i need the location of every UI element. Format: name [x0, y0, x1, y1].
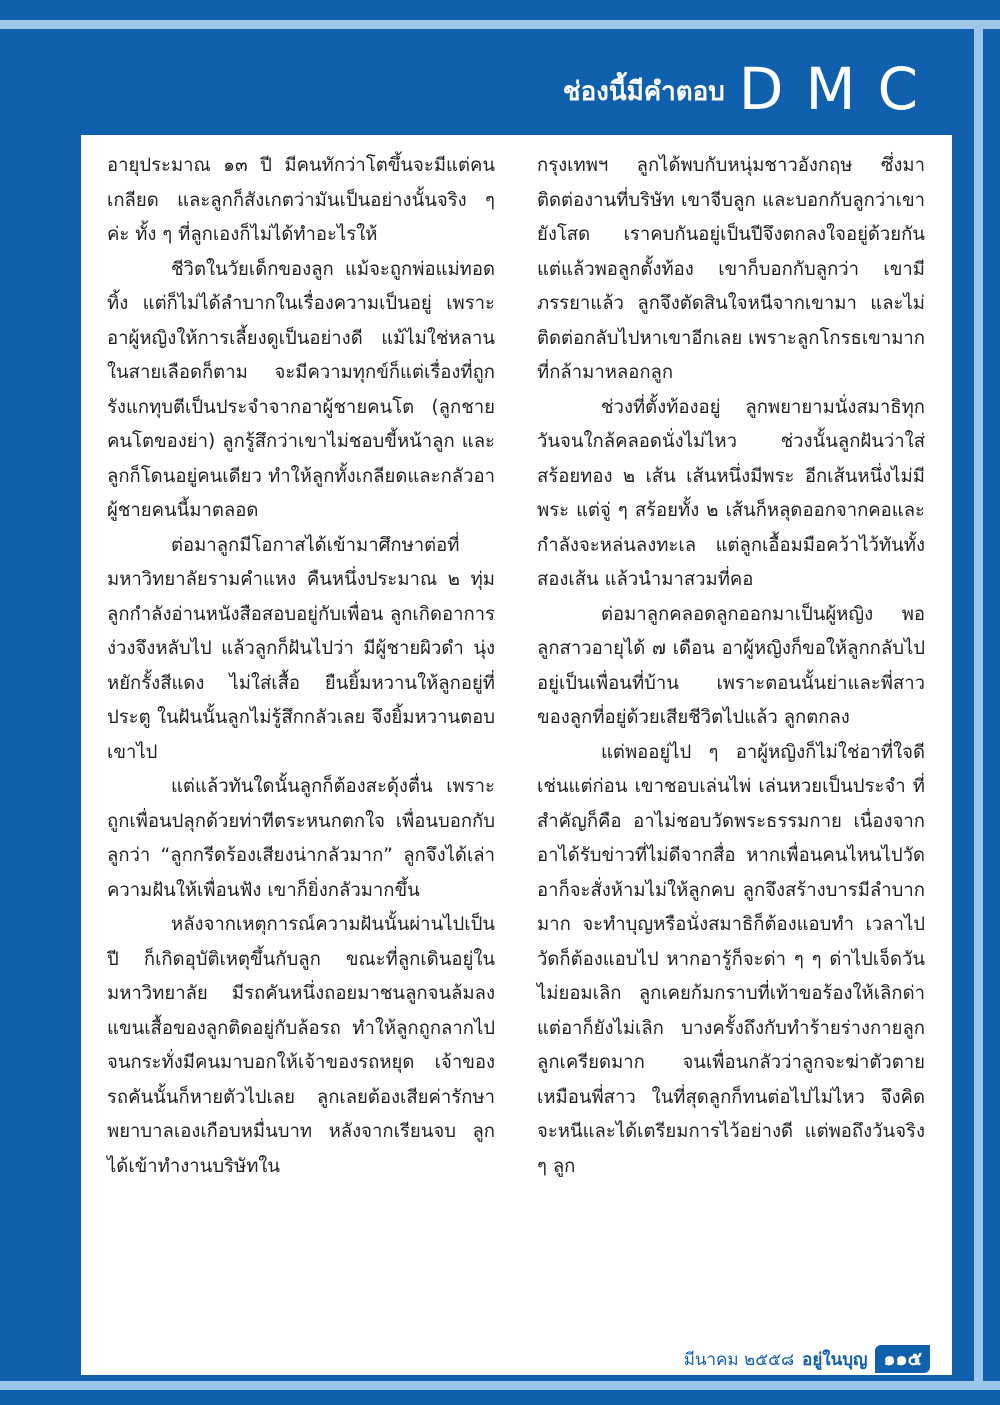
magazine-name: อยู่ในบุญ: [802, 1349, 868, 1370]
issue-date: มีนาคม ๒๕๕๘: [683, 1349, 795, 1370]
paragraph: หลังจากเหตุการณ์ความฝันนั้นผ่านไปเป็นปี ก็เกิดอุบัติเหตุขึ้นกับลูก ขณะที่ลูกเดินอยู่ในมหาวิทยาลัย มีรถคันหนึ่งถอยมาชนลูกจนล้มลง แขนเสื้อของลูกติดอยู่กับล้อรถ ทำให้ลูกถูกลากไปจนกระทั่งมีคนมาบอกให้เจ้าของรถหยุด เจ้าของรถคันนั้นก็หายตัวไปเลย ลูกเลยต้องเสียค่ารักษาพยาบาลเองเกือบหมื่นบาท หลังจากเรียนจบ ลูกได้เข้าทำงานบริษัทใน: [107, 914, 495, 1177]
top-stripe: [0, 20, 1000, 29]
column-brand: DMC: [738, 55, 940, 123]
paragraph: อายุประมาณ ๑๓ ปี มีคนทักว่าโตขึ้นจะมีแต่คนเกลียด และลูกก็สังเกตว่ามันเป็นอย่างนั้นจริง ๆ ค่ะ ทั้ง ๆ ที่ลูกเองก็ไม่ได้ทำอะไรให้: [107, 155, 495, 245]
left-column: [107, 149, 495, 1184]
paragraph: ชีวิตในวัยเด็กของลูก แม้จะถูกพ่อแม่ทอดทิ้ง แต่ก็ไม่ได้ลำบากในเรื่องความเป็นอยู่ เพราะอาผู้หญิงให้การเลี้ยงดูเป็นอย่างดี แม้ไม่ใช่หลานในสายเลือดก็ตาม จะมีความทุกข์ก็แต่เรื่องที่ถูกรังแกทุบตีเป็นประจำจากอาผู้ชายคนโต (ลูกชายคนโตของย่า) ลูกรู้สึกว่าเขาไม่ชอบขี้หน้าลูก และลูกก็โดนอยู่คนเดียว ทำให้ลูกทั้งเกลียดและกลัวอาผู้ชายคนนี้มาตลอด: [107, 258, 495, 521]
paragraph: แต่แล้วทันใดนั้นลูกก็ต้องสะดุ้งตื่น เพราะถูกเพื่อนปลุกด้วยท่าทีตระหนกตกใจ เพื่อนบอกกับลูกว่า “ลูกกรีดร้องเสียงน่ากลัวมาก” ลูกจึงได้เล่าความฝันให้เพื่อนฟัง เขาก็ยิ่งกลัวมากขึ้น: [107, 776, 495, 901]
bottom-stripe: [0, 1381, 1000, 1390]
column-header: [0, 40, 940, 130]
page-body: [81, 135, 952, 1375]
paragraph: ต่อมาลูกมีโอกาสได้เข้ามาศึกษาต่อที่มหาวิทยาลัยรามคำแหง คืนหนึ่งประมาณ ๒ ทุ่ม ลูกกำลังอ่านหนังสือสอบอยู่กับเพื่อน ลูกเกิดอาการง่วงจึงหลับไป แล้วลูกก็ฝันไปว่า มีผู้ชายผิวดำ นุ่งหยักรั้งสีแดง ไม่ใส่เสื้อ ยืนยิ้มหวานให้ลูกอยู่ที่ประตู ในฝันนั้นลูกไม่รู้สึกกลัวเลย จึงยิ้มหวานตอบเขาไป: [107, 534, 495, 763]
page-number: ๑๑๕: [875, 1345, 930, 1373]
paragraph: ช่วงที่ตั้งท้องอยู่ ลูกพยายามนั่งสมาธิทุกวันจนใกล้คลอดนั่งไม่ไหว ช่วงนั้นลูกฝันว่าใส่สร้อยทอง ๒ เส้น เส้นหนึ่งมีพระ อีกเส้นหนึ่งไม่มีพระ แต่จู่ ๆ สร้อยทั้ง ๒ เส้นก็หลุดออกจากคอและกำลังจะหล่นลงทะเล แต่ลูกเอื้อมมือคว้าไว้ทันทั้งสองเส้น แล้วนำมาสวมที่คอ: [537, 396, 925, 590]
right-stripe: [974, 20, 983, 1390]
paragraph: ต่อมาลูกคลอดลูกออกมาเป็นผู้หญิง พอลูกสาวอายุได้ ๗ เดือน อาผู้หญิงก็ขอให้ลูกกลับไปอยู่เป็นเพื่อนที่บ้าน เพราะตอนนั้นย่าและพี่สาวของลูกที่อยู่ด้วยเสียชีวิตไปแล้ว ลูกตกลง: [537, 603, 925, 728]
column-name: ช่องนี้มีคำตอบ: [562, 77, 725, 107]
paragraph: แต่พออยู่ไป ๆ อาผู้หญิงก็ไม่ใช่อาที่ใจดีเช่นแต่ก่อน เขาชอบเล่นไพ่ เล่นหวยเป็นประจำ ที่สำคัญก็คือ อาไม่ชอบวัดพระธรรมกาย เนื่องจากอาได้รับข่าวที่ไม่ดีจากสื่อ หากเพื่อนคนไหนไปวัด อาก็จะสั่งห้ามไม่ให้ลูกคบ ลูกจึงสร้างบารมีลำบากมาก จะทำบุญหรือนั่งสมาธิก็ต้องแอบทำ เวลาไปวัดก็ต้องแอบไป หากอารู้ก็จะด่า ๆ ๆ ด่าไปเจ็ดวันไม่ยอมเลิก ลูกเคยก้มกราบที่เท้าขอร้องให้เลิกด่า แต่อาก็ยังไม่เลิก บางครั้งถึงกับทำร้ายร่างกายลูก ลูกเครียดมาก จนเพื่อนกลัวว่าลูกจะฆ่าตัวตายเหมือนพี่สาว ในที่สุดลูกก็ทนต่อไปไม่ไหว จึงคิดจะหนีและได้เตรียมการไว้อย่างดี แต่พอถึงวันจริง ๆ ลูก: [537, 741, 925, 1177]
page-footer: [650, 1344, 930, 1374]
paragraph: กรุงเทพฯ ลูกได้พบกับหนุ่มชาวอังกฤษ ซึ่งมาติดต่องานที่บริษัท เขาจีบลูก และบอกกับลูกว่าเขายังโสด เราคบกันอยู่เป็นปีจึงตกลงใจอยู่ด้วยกัน แต่แล้วพอลูกตั้งท้อง เขาก็บอกกับลูกว่า เขามีภรรยาแล้ว ลูกจึงตัดสินใจหนีจากเขามา และไม่ติดต่อกลับไปหาเขาอีกเลย เพราะลูกโกรธเขามากที่กล้ามาหลอกลูก: [537, 155, 925, 383]
right-column: [537, 149, 925, 1184]
